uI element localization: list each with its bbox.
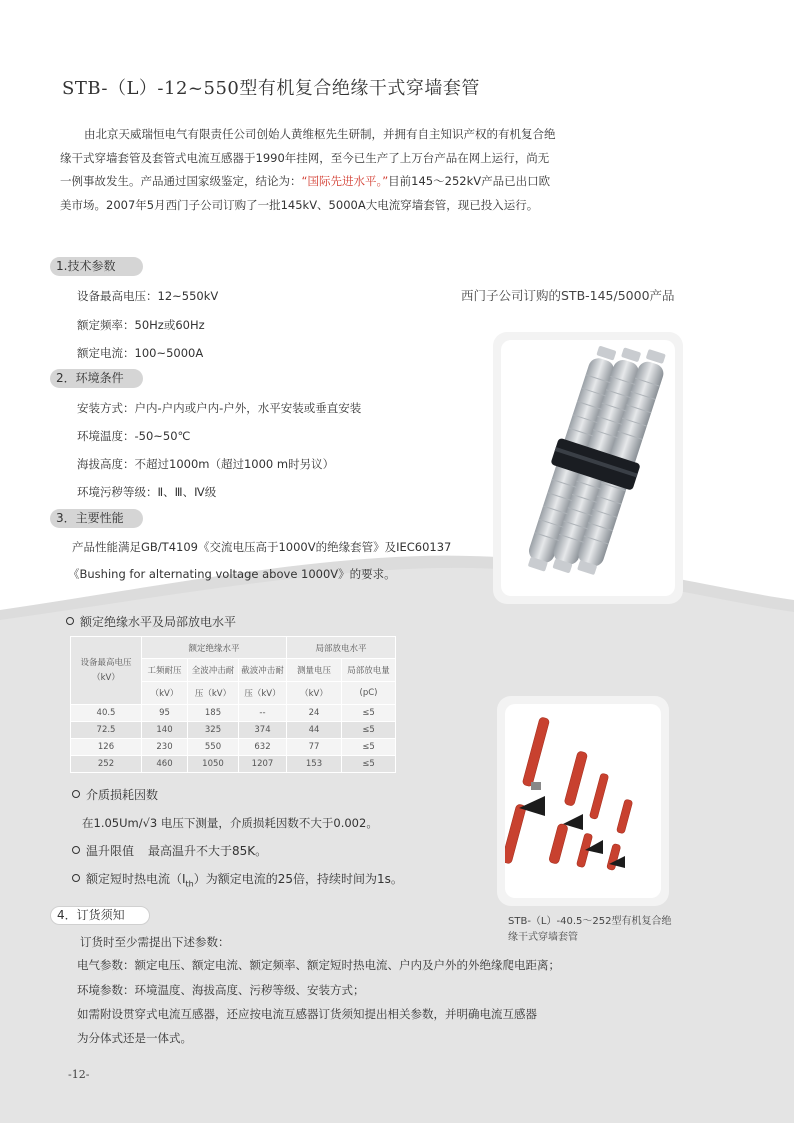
env-altitude: 海拔高度：不超过1000m（超过1000 m时另议） xyxy=(77,457,335,471)
circle-bullet-icon xyxy=(66,617,74,625)
photo1-image xyxy=(501,340,675,596)
photo2-frame xyxy=(497,696,669,906)
th-chopped-wave: 截波冲击耐 xyxy=(239,659,287,682)
temp-rise-row xyxy=(72,842,267,859)
insulation-table: 设备最高电压 （kV） 额定绝缘水平 局部放电水平 工频耐压 全波冲击耐 截波冲击耐 测量电压 局部放电量 （kV） 压（kV） 压（kV） （kV） (pC) 40.5 95 185 -- 24 ≤5 72.5 140 325 374 44 ≤5 126 230 550 632 77 ≤5 252 460 1050 1207 153 ≤5 xyxy=(70,636,396,773)
intro-text-2: 目前145～252kV产品已出口欧美市场。2007年5月西门子公司订购了一批145kV、5000A大电流穿墙套管，现已投入运行。 xyxy=(60,174,551,212)
table-row: 252 460 1050 1207 153 ≤5 xyxy=(71,756,396,773)
th-pd-level: 局部放电量 xyxy=(342,659,396,682)
intro-text-1: 由北京天威瑞恒电气有限责任公司创始人黄维枢先生研制，并拥有自主知识产权的有机复合绝缘干式穿墙套管及套管式电流互感器于1990年挂网，至今已生产了上万台产品在网上运行，尚无一例事故发生。产品通过国家级鉴定，结论为： xyxy=(60,127,556,188)
photo2-image xyxy=(505,704,661,898)
th-voltage: 设备最高电压 （kV） xyxy=(71,637,142,705)
photo2-caption: STB-（L）-40.5～252型有机复合绝缘干式穿墙套管 xyxy=(508,916,672,943)
photo1-caption: 西门子公司订购的STB-145/5000产品 xyxy=(461,288,675,303)
spec-frequency: 额定频率：50Hz或60Hz xyxy=(77,318,205,332)
section2-heading: 2．环境条件 xyxy=(50,369,143,388)
th-group-pd: 局部放电水平 xyxy=(287,637,396,659)
page-title: STB-（L）-12~550型有机复合绝缘干式穿墙套管 xyxy=(62,78,480,99)
circle-bullet-icon xyxy=(72,874,80,882)
spec-max-voltage: 设备最高电压：12~550kV xyxy=(77,289,219,303)
table-row: 40.5 95 185 -- 24 ≤5 xyxy=(71,705,396,722)
circle-bullet-icon xyxy=(72,846,80,854)
order-line-4: 如需附设贯穿式电流互感器，还应按电流互感器订货须知提出相关参数，并明确电流互感器 xyxy=(77,1007,537,1021)
env-installation: 安装方式：户内-户内或户内-户外，水平安装或垂直安装 xyxy=(77,401,362,415)
th-full-wave: 全波冲击耐 xyxy=(188,659,239,682)
section4-heading: 4．订货须知 xyxy=(50,906,150,925)
spec-current: 额定电流：100~5000A xyxy=(77,346,204,360)
table-row: 72.5 140 325 374 44 ≤5 xyxy=(71,722,396,739)
section3-heading: 3．主要性能 xyxy=(50,509,143,528)
red-bushings-photo xyxy=(505,704,661,898)
temp-rise-text: 最高温升不大于85K。 xyxy=(148,844,268,858)
dielectric-heading: 介质损耗因数 xyxy=(72,786,158,803)
insulation-heading: 额定绝缘水平及局部放电水平 xyxy=(66,613,236,630)
circle-bullet-icon xyxy=(72,790,80,798)
photo1-frame xyxy=(493,332,683,604)
wall-bushing-photo xyxy=(501,340,675,596)
page-number: -12- xyxy=(68,1068,90,1081)
env-pollution: 环境污秽等级：Ⅱ、Ⅲ、Ⅳ级 xyxy=(77,485,217,499)
temp-rise-heading: 温升限值 xyxy=(86,844,135,858)
intro-paragraph xyxy=(60,123,560,217)
table-row: 126 230 550 632 77 ≤5 xyxy=(71,739,396,756)
order-line-1: 订货时至少需提出下述参数： xyxy=(80,935,230,949)
th-group-insulation: 额定绝缘水平 xyxy=(142,637,287,659)
dielectric-text: 在1.05Um/√3 电压下测量，介质损耗因数不大于0.002。 xyxy=(82,816,378,830)
order-line-2: 电气参数：额定电压、额定电流、额定频率、额定短时热电流、户内及户外的外绝缘爬电距离； xyxy=(77,958,560,972)
th-power-freq: 工频耐压 xyxy=(142,659,188,682)
section1-heading: 1.技术参数 xyxy=(50,257,143,276)
th-measure-voltage: 测量电压 xyxy=(287,659,342,682)
order-line-3: 环境参数：环境温度、海拔高度、污秽等级、安装方式； xyxy=(77,983,365,997)
performance-line-2: 《Bushing for alternating voltage above 1000V》的要求。 xyxy=(68,567,396,581)
intro-highlight: “国际先进水平。” xyxy=(301,174,389,188)
order-line-5: 为分体式还是一体式。 xyxy=(77,1031,192,1045)
env-temperature: 环境温度：-50~50℃ xyxy=(77,429,191,443)
performance-line-1: 产品性能满足GB/T4109《交流电压高于1000V的绝缘套管》及IEC60137 xyxy=(72,540,452,554)
short-time-current: 额定短时热电流$(I_{th})$为额定电流的25倍，持续时间为1s。 xyxy=(72,870,403,888)
